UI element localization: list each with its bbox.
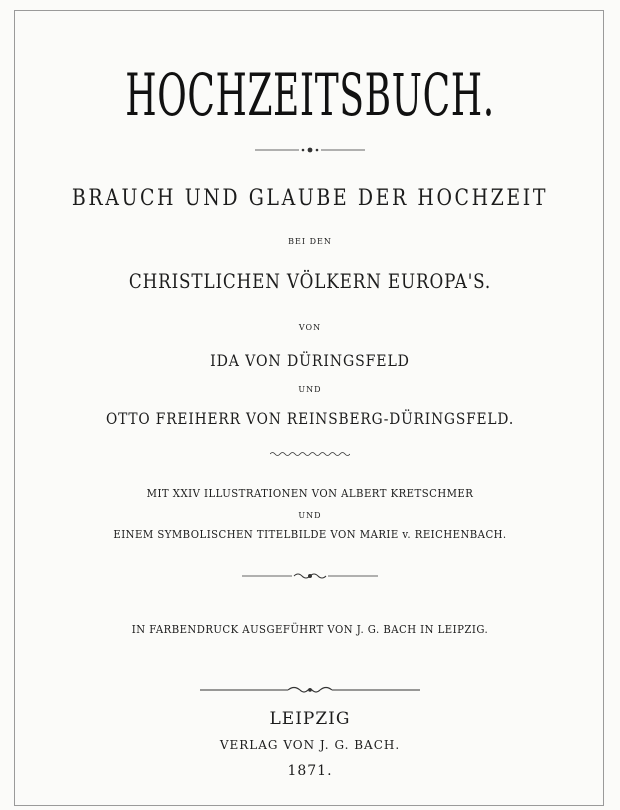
ornament-rule-2: [0, 571, 620, 581]
publication-year: 1871.: [287, 763, 333, 779]
title-image-credit: EINEM SYMBOLISCHEN TITELBILDE VON MARIE v. REICHENBACH.: [113, 528, 507, 541]
peoples-line: CHRISTLICHEN VÖLKERN EUROPA'S.: [128, 269, 492, 293]
author-2: OTTO FREIHERR VON REINSBERG-DÜRINGSFELD.: [105, 409, 515, 428]
bei-den-label: BEI DEN: [288, 237, 332, 246]
ornament-rule-3: [0, 684, 620, 696]
und-label-2: UND: [298, 511, 322, 520]
ornament-rule-1: [0, 146, 620, 154]
illustrations-credit: MIT XXIV ILLUSTRATIONEN VON ALBERT KRETSCHMER: [146, 487, 474, 500]
printing-credit: IN FARBENDRUCK AUSGEFÜHRT VON J. G. BACH IN LEIPZIG.: [131, 623, 489, 636]
und-label-1: UND: [298, 385, 322, 394]
book-title: HOCHZEITSBUCH.: [125, 61, 495, 129]
von-label: VON: [298, 323, 322, 332]
author-1: IDA VON DÜRINGSFELD: [210, 351, 410, 370]
ornament-wave: [0, 450, 620, 458]
publisher-name: VERLAG VON J. G. BACH.: [219, 738, 401, 752]
publisher-city: LEIPZIG: [269, 709, 351, 729]
subtitle: BRAUCH UND GLAUBE DER HOCHZEIT: [71, 186, 549, 211]
